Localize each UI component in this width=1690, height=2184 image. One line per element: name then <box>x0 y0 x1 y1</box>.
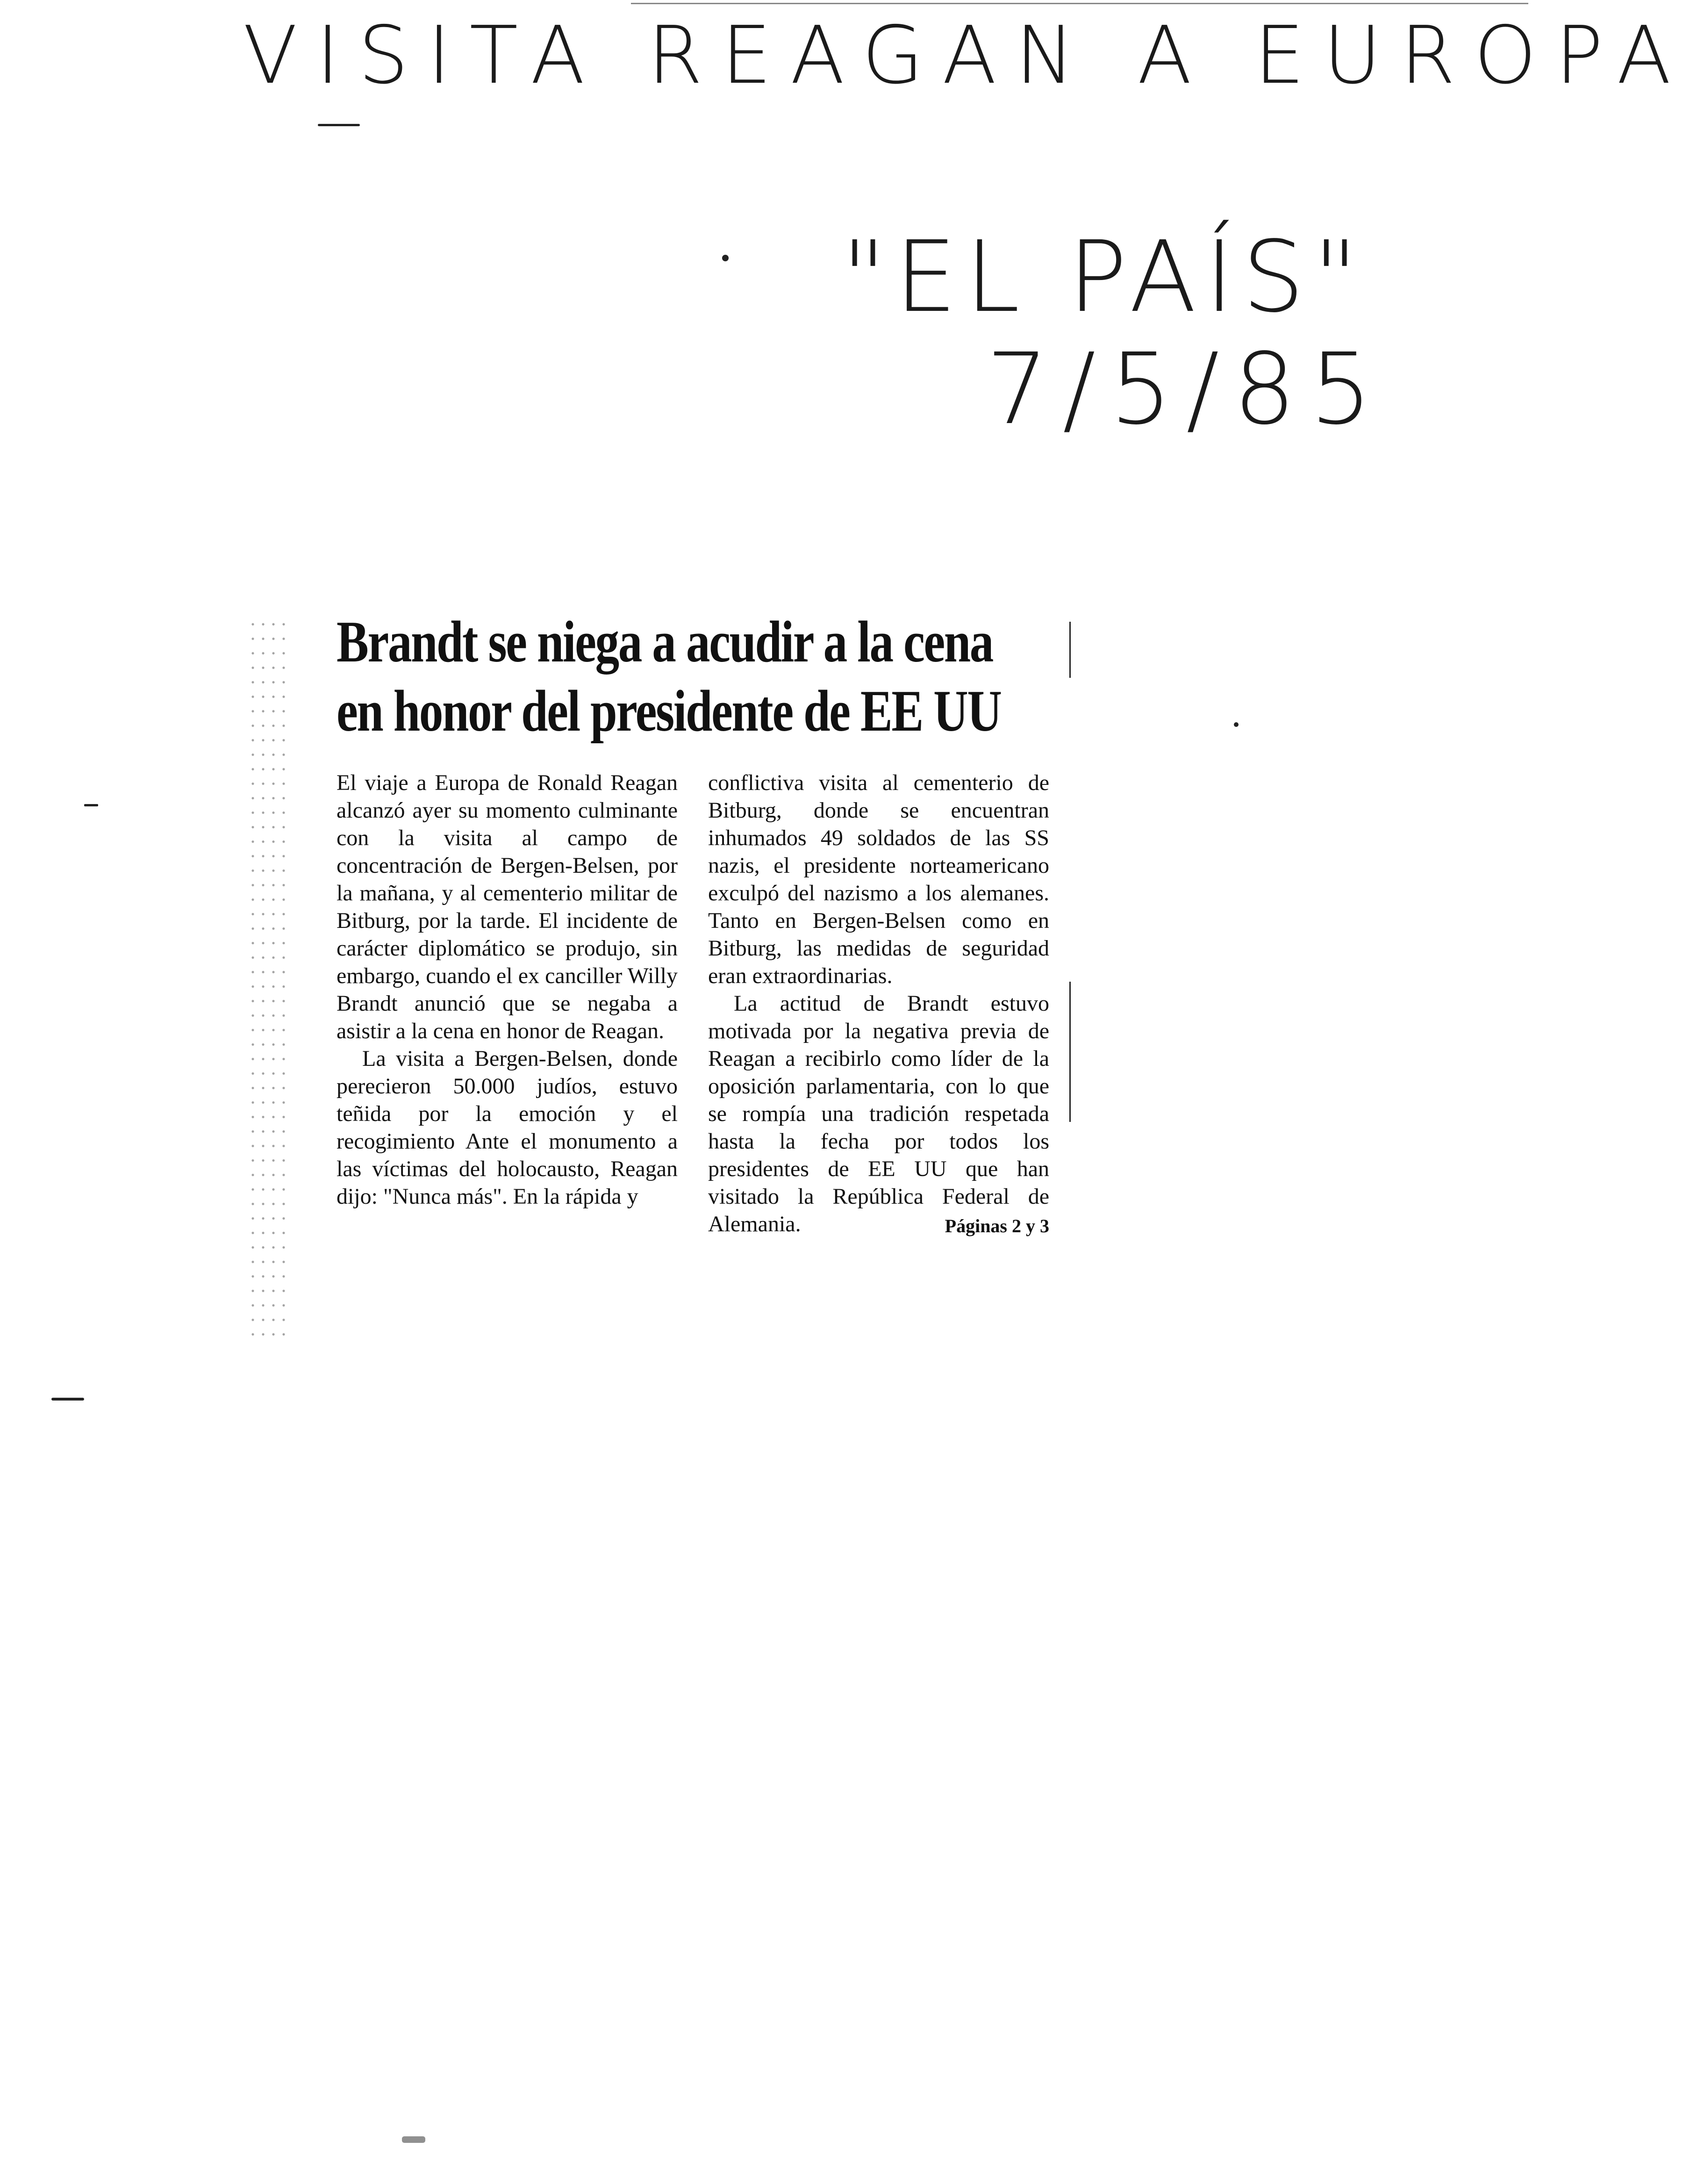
pages-reference: Páginas 2 y 3 <box>945 1215 1049 1236</box>
headline-line-1: Brandt se niega a acudir a la cena <box>337 610 993 675</box>
headline-line-2: en honor del presidente de EE UU <box>337 679 1001 744</box>
article-paragraph: conflictiva visita al cementerio de Bitburg, donde se encuentran inhumados 49 soldados de las SS nazis, el presidente norteamericano exculpó del nazismo a los alemanes. Tanto en Bergen-Belsen como en Bitburg, las medidas de seguridad eran extraordinarias. <box>708 770 1049 988</box>
article-paragraph: La visita a Bergen-Belsen, donde perecieron 50.000 judíos, estuvo teñida por la emoción y el recogimiento Ante el monumento a las víctimas del holocausto, Reagan dijo: "Nunca más". En la rápida y <box>337 1046 678 1209</box>
article-column-right <box>708 769 1049 1240</box>
article-paragraph: El viaje a Europa de Ronald Reagan alcanzó ayer su momento culminante con la visita al campo de concentración de Bergen-Belsen, por la mañana, y al cementerio militar de Bitburg, por la tarde. El incidente de carácter diplomático se produjo, sin embargo, cuando el ex canciller Willy Brandt anunció que se negaba a asistir a la cena en honor de Reagan. <box>337 770 678 1043</box>
scan-speck <box>51 1398 84 1401</box>
handwritten-date-note: 7/5/85 <box>986 332 1386 446</box>
article-column-left <box>337 769 678 1210</box>
scan-speck <box>84 804 98 806</box>
article-headline <box>337 608 1001 746</box>
scan-speck <box>402 2136 425 2143</box>
torn-clipping-edge <box>248 617 290 1337</box>
scan-speck <box>1234 722 1239 727</box>
clipping-border-top-right <box>1069 622 1071 678</box>
clipping-border-bottom-right <box>1069 982 1071 1122</box>
newspaper-clipping <box>262 608 1084 1262</box>
scan-speck <box>318 124 360 126</box>
article-paragraph <box>708 990 1049 1238</box>
scan-edge-line <box>631 3 1528 4</box>
article-paragraph-text: La actitud de Brandt estuvo motivada por la negativa previa de Reagan a recibirlo como líder de la oposición parlamentaria, con lo que se rompía una tradición respetada hasta la fecha por todos los presidentes de EE UU que han visitado la República Federal de Alemania. <box>708 991 1049 1236</box>
handwritten-topic-note: VISITA REAGAN A EUROPA <box>243 9 1690 102</box>
handwritten-source-note: "EL PAÍS" <box>841 220 1367 334</box>
scan-speck <box>722 255 729 261</box>
